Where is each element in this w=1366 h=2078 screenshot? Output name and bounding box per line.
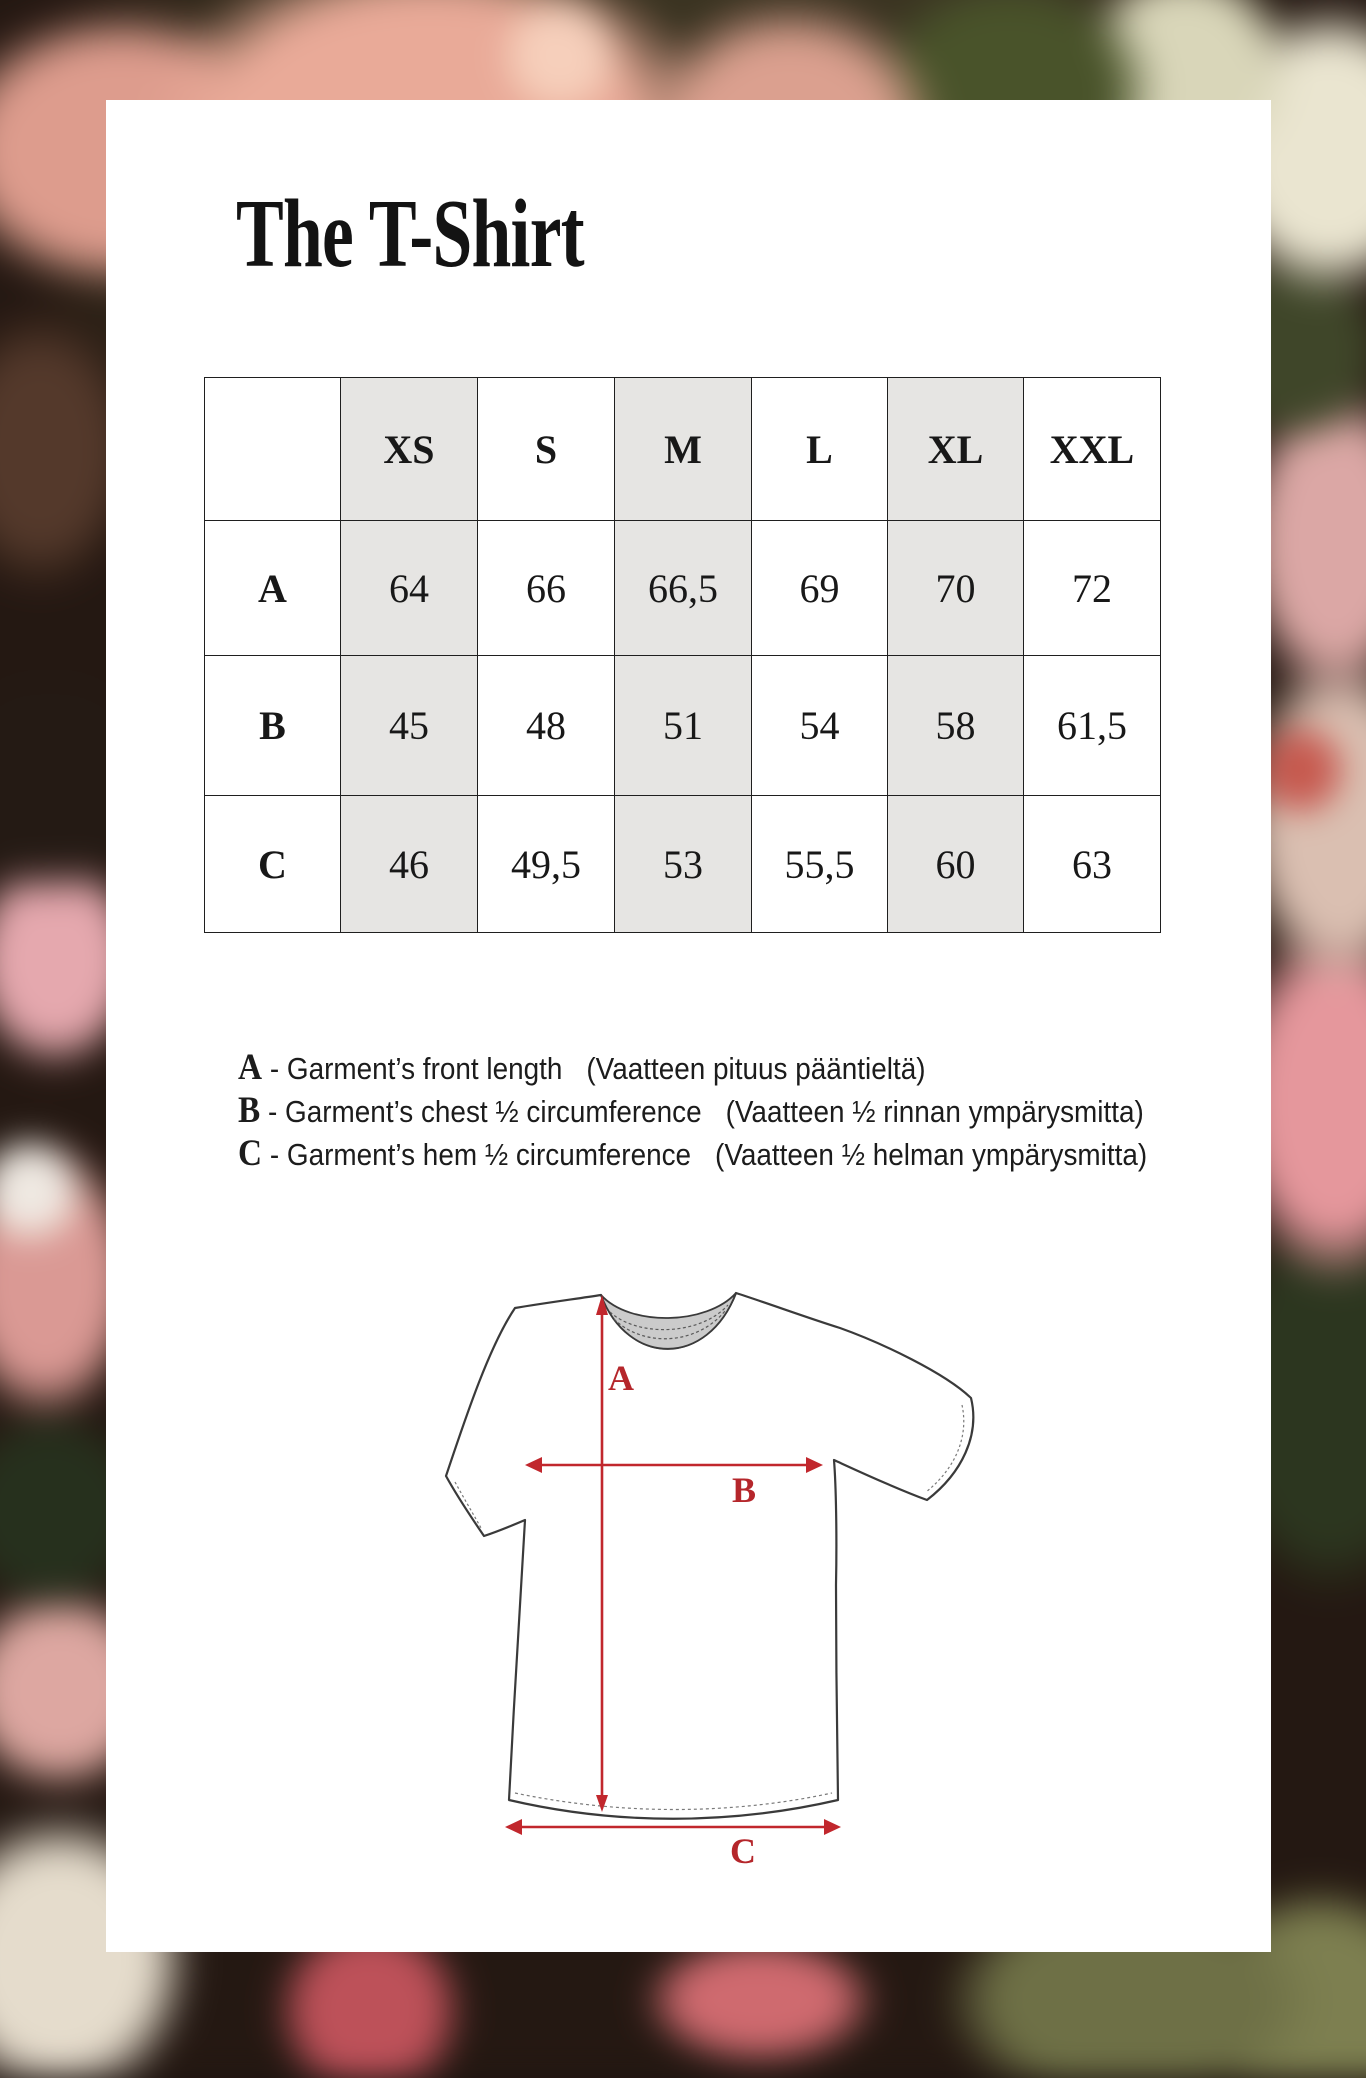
col-header-l: L xyxy=(752,378,888,521)
measure-b-label: B xyxy=(732,1470,757,1510)
corner-cell xyxy=(205,378,341,521)
measure-c-arrowhead-right xyxy=(824,1819,841,1835)
cell-c-s: 49,5 xyxy=(478,796,615,933)
page-title: The T-Shirt xyxy=(236,180,584,288)
measurement-legend xyxy=(238,1046,1248,1175)
legend-letter-c: C xyxy=(238,1133,263,1174)
legend-text-b-finnish: (Vaatteen ½ rinnan ympärysmitta) xyxy=(725,1094,1144,1129)
tshirt-measurement-diagram xyxy=(430,1255,1030,1875)
cell-c-xl: 60 xyxy=(888,796,1024,933)
cell-b-xl: 58 xyxy=(888,656,1024,796)
col-header-s: S xyxy=(478,378,615,521)
legend-dash: - xyxy=(267,1094,278,1129)
legend-text-c-finnish: (Vaatteen ½ helman ympärysmitta) xyxy=(715,1137,1148,1172)
legend-text-c-english: Garment’s hem ½ circumference xyxy=(286,1137,692,1172)
legend-line-a xyxy=(238,1046,1147,1089)
legend-dash: - xyxy=(269,1051,280,1086)
cell-c-l: 55,5 xyxy=(752,796,888,933)
cell-a-xxl: 72 xyxy=(1024,521,1161,656)
legend-letter-a: A xyxy=(238,1047,263,1088)
measure-a-label: A xyxy=(608,1358,634,1398)
legend-line-c xyxy=(238,1132,1147,1175)
legend-letter-b: B xyxy=(238,1090,261,1131)
cell-a-xl: 70 xyxy=(888,521,1024,656)
cell-b-m: 51 xyxy=(615,656,752,796)
col-header-xl: XL xyxy=(888,378,1024,521)
measure-c-label: C xyxy=(730,1831,756,1871)
cell-c-xxl: 63 xyxy=(1024,796,1161,933)
cell-a-m: 66,5 xyxy=(615,521,752,656)
cell-c-m: 53 xyxy=(615,796,752,933)
col-header-m: M xyxy=(615,378,752,521)
cell-b-l: 54 xyxy=(752,656,888,796)
cell-b-xs: 45 xyxy=(341,656,478,796)
table-header-row xyxy=(205,378,1161,521)
cell-a-s: 66 xyxy=(478,521,615,656)
legend-dash: - xyxy=(269,1137,280,1172)
cell-b-s: 48 xyxy=(478,656,615,796)
table-row-c xyxy=(205,796,1161,933)
table-row-b xyxy=(205,656,1161,796)
tshirt-diagram-svg xyxy=(430,1255,1030,1875)
legend-line-b xyxy=(238,1089,1147,1132)
size-chart-table xyxy=(204,377,1161,933)
row-label-a: A xyxy=(205,521,341,656)
measure-c-arrowhead-left xyxy=(505,1819,522,1835)
tshirt-outline xyxy=(446,1293,973,1819)
row-label-c: C xyxy=(205,796,341,933)
col-header-xxl: XXL xyxy=(1024,378,1161,521)
cell-a-xs: 64 xyxy=(341,521,478,656)
cell-a-l: 69 xyxy=(752,521,888,656)
col-header-xs: XS xyxy=(341,378,478,521)
legend-text-a-english: Garment’s front length xyxy=(286,1051,563,1086)
table-row-a xyxy=(205,521,1161,656)
legend-text-a-finnish: (Vaatteen pituus pääntieltä) xyxy=(586,1051,926,1086)
cell-b-xxl: 61,5 xyxy=(1024,656,1161,796)
legend-text-b-english: Garment’s chest ½ circumference xyxy=(285,1094,702,1129)
row-label-b: B xyxy=(205,656,341,796)
cell-c-xs: 46 xyxy=(341,796,478,933)
